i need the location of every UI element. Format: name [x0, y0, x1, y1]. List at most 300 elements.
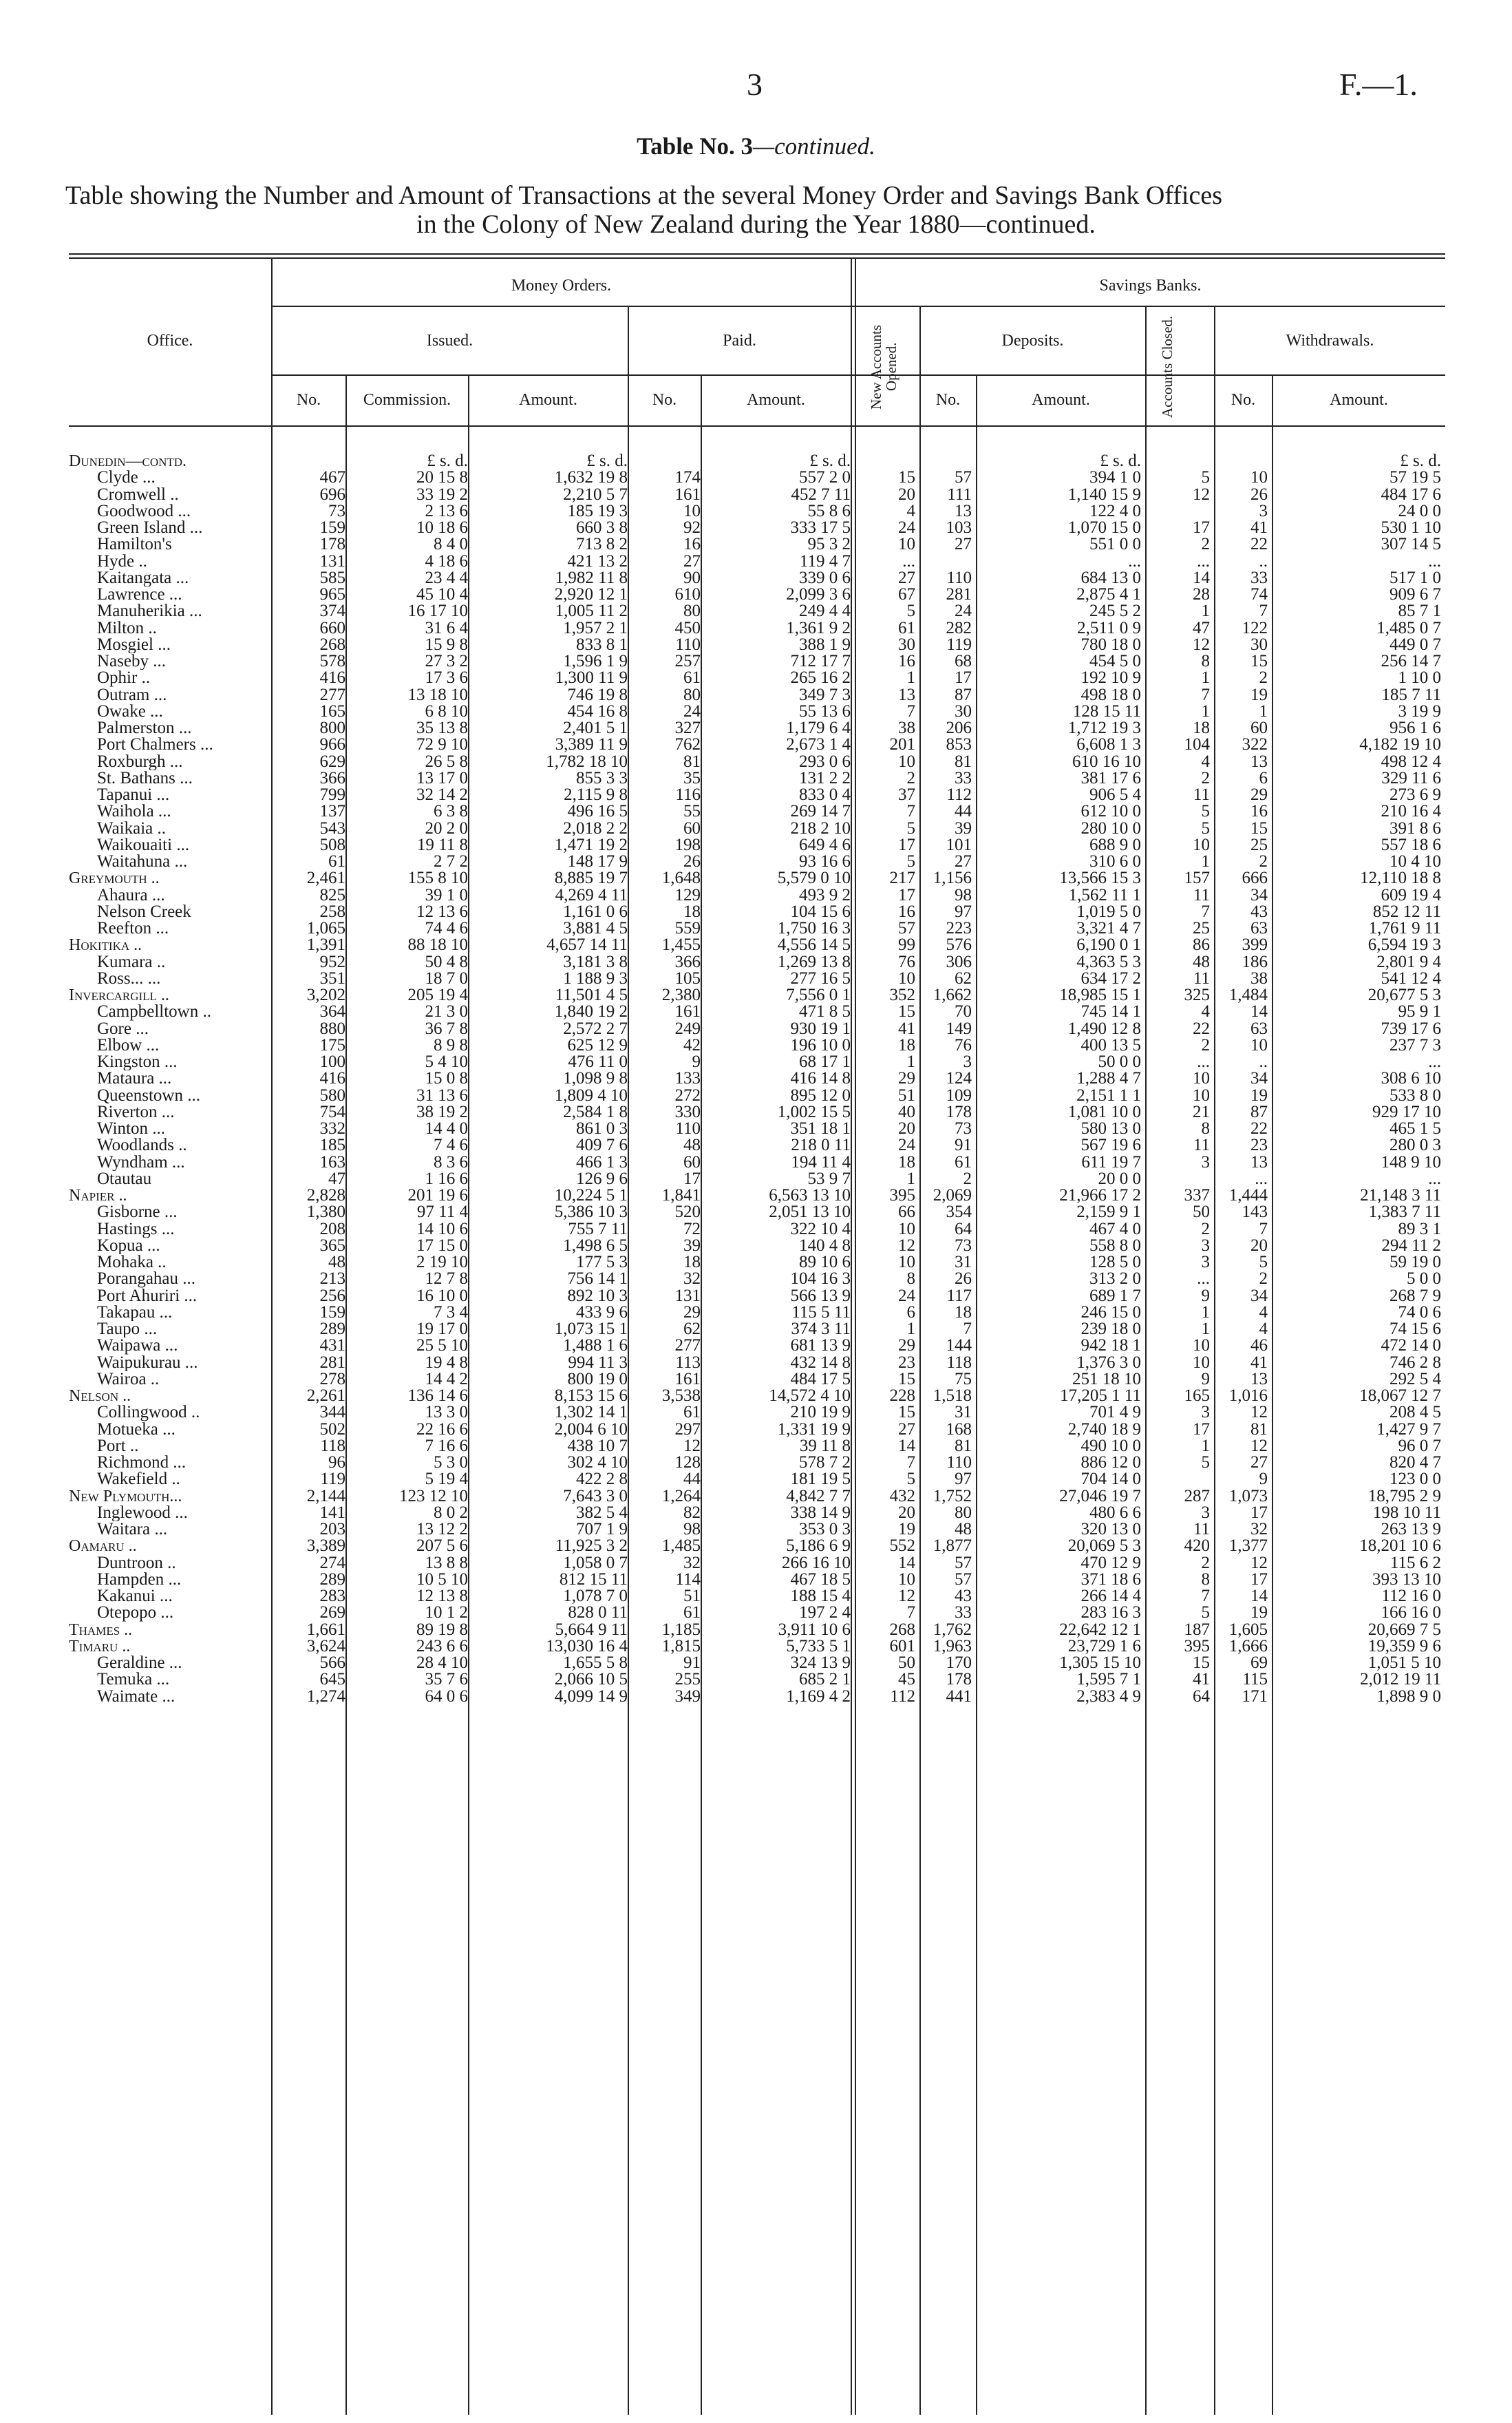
office-name	[69, 1187, 271, 1204]
value-cell: 441	[946, 1688, 972, 1705]
header-savings-banks: Savings Banks.	[1099, 277, 1202, 295]
office-name	[69, 1471, 271, 1488]
table-row	[69, 1304, 1441, 1321]
value-cell: 13	[1250, 1154, 1268, 1171]
value-cell: 2,144	[306, 1488, 345, 1505]
value-cell: 450	[674, 620, 701, 637]
office-label: Waimate ...	[97, 1688, 175, 1705]
value-cell: 269	[319, 1605, 345, 1622]
value-cell: 140 4 8	[799, 1237, 851, 1254]
table-title-line-1: Table showing the Number and Amount of Transactions at the several Money Order and Savings Bank Offices	[65, 181, 1222, 210]
value-cell: 2	[1259, 1271, 1268, 1288]
table-row	[69, 1104, 1441, 1121]
value-cell: 97	[955, 1471, 972, 1488]
value-cell: 1	[906, 1321, 915, 1338]
value-cell: 2	[1201, 536, 1210, 553]
value-cell: 19	[1250, 1605, 1268, 1622]
value-cell: 51	[898, 1087, 915, 1104]
value-cell: 1	[906, 1170, 915, 1187]
value-cell: 11,925 3 2	[555, 1538, 628, 1555]
value-cell: 2,801 9 4	[1376, 953, 1441, 971]
value-cell: 48	[1193, 953, 1210, 971]
value-cell: 1	[1201, 1437, 1210, 1454]
value-cell: 34	[1250, 887, 1268, 904]
value-cell	[1141, 503, 1210, 520]
value-cell: 421 13 2	[567, 553, 628, 570]
value-cell: 543	[319, 820, 345, 837]
value-cell: 612 10 0	[1080, 803, 1141, 821]
value-cell: 277	[674, 1337, 701, 1355]
value-cell: 292 5 4	[1389, 1371, 1441, 1388]
value-cell: 5 19 4	[425, 1471, 468, 1488]
office-label: Nelson Creek	[97, 903, 191, 920]
office-name	[69, 1070, 271, 1087]
value-cell: 57	[955, 469, 972, 487]
value-cell: 96 0 7	[1398, 1437, 1441, 1454]
office-name	[69, 954, 271, 971]
value-cell: 2 13 6	[425, 502, 468, 520]
value-cell: 115	[1242, 1671, 1268, 1689]
currency-unit-cell	[628, 453, 701, 469]
value-cell: 33 19 2	[416, 486, 468, 503]
header-issued-no: No.	[296, 391, 321, 409]
value-cell: 104 16 3	[790, 1271, 851, 1288]
value-cell: 502	[319, 1421, 345, 1438]
value-cell: 112	[890, 1688, 915, 1705]
value-cell: 32	[683, 1554, 701, 1572]
value-cell: 97	[955, 903, 972, 920]
value-cell: 246 15 0	[1080, 1304, 1141, 1321]
value-cell: 1,648	[661, 870, 701, 887]
value-cell: 185 19 3	[567, 502, 628, 520]
value-cell: 1,380	[306, 1204, 345, 1221]
value-cell: 5	[1259, 1254, 1268, 1271]
office-name	[69, 1088, 271, 1104]
value-cell: 282	[946, 620, 972, 637]
value-cell: 257	[674, 653, 701, 670]
value-cell: 4	[1201, 753, 1210, 770]
office-name	[69, 1304, 271, 1321]
office-label: Port Chalmers ...	[97, 737, 213, 754]
office-label: Milton ..	[97, 620, 157, 637]
value-cell: 2,383 4 9	[1076, 1688, 1141, 1705]
office-name	[69, 620, 271, 637]
value-cell: 7	[1201, 903, 1210, 920]
value-cell: 517 1 0	[1389, 569, 1441, 586]
value-cell: 18	[898, 1154, 915, 1171]
header-issued: Issued.	[426, 332, 473, 350]
value-cell: 645	[319, 1671, 345, 1689]
value-cell: 5	[1201, 803, 1210, 821]
header-issued-amount: Amount.	[519, 391, 577, 409]
office-name	[69, 937, 271, 953]
value-cell: 16	[898, 653, 915, 670]
value-cell: 72	[683, 1220, 701, 1238]
value-cell: 5,386 10 3	[554, 1204, 628, 1221]
value-cell: 329 11 6	[1381, 770, 1441, 787]
value-cell: 27	[898, 1421, 915, 1438]
value-cell: 10	[1193, 1087, 1210, 1104]
value-cell: 1	[1259, 703, 1268, 720]
value-cell: 15	[898, 1404, 915, 1421]
value-cell: 198	[674, 836, 701, 854]
transactions-table	[69, 453, 1441, 1705]
value-cell: 566	[319, 1655, 345, 1672]
value-cell: 508	[319, 836, 345, 854]
value-cell: 2,012 19 11	[1360, 1671, 1441, 1689]
value-cell: 55 13 6	[799, 703, 851, 720]
value-cell: 110	[675, 1121, 701, 1138]
value-cell: 409 7 6	[576, 1137, 628, 1154]
value-cell: 123 12 10	[399, 1488, 468, 1505]
value-cell: 50 4 8	[425, 953, 468, 971]
table-row	[69, 787, 1441, 803]
value-cell: 32 14 2	[416, 787, 468, 804]
value-cell: 10 5 10	[416, 1571, 468, 1588]
office-name	[69, 1488, 271, 1505]
value-cell: 1	[1201, 703, 1210, 720]
value-cell: 8	[1201, 1121, 1210, 1138]
table-label	[0, 133, 1512, 160]
value-cell: 416 14 8	[790, 1070, 851, 1088]
value-cell: 280 10 0	[1080, 820, 1141, 837]
value-cell: 17	[1250, 1504, 1268, 1521]
table-row	[69, 1454, 1441, 1471]
value-cell: 27,046 19 7	[1059, 1488, 1141, 1505]
value-cell: 8,885 19 7	[554, 870, 628, 887]
value-cell: 1 188 9 3	[563, 970, 628, 987]
value-cell: 1,065	[306, 920, 345, 938]
value-cell: 2	[906, 770, 915, 787]
value-cell: ...	[1428, 1054, 1441, 1071]
currency-unit-cell	[1210, 453, 1268, 469]
value-cell: 681 13 9	[790, 1337, 851, 1355]
value-cell: 143	[1242, 1204, 1268, 1221]
office-name	[69, 1605, 271, 1621]
value-cell: 1,632 19 8	[554, 469, 628, 487]
header-withdrawals: Withdrawals.	[1286, 332, 1374, 350]
value-cell: 14 4 2	[425, 1371, 468, 1388]
value-cell: 6 8 10	[425, 703, 468, 720]
table-row	[69, 1337, 1441, 1354]
table-row	[69, 1004, 1441, 1020]
value-cell: 61	[955, 1154, 972, 1171]
value-cell: 19 4 8	[425, 1354, 468, 1371]
value-cell: 7	[1201, 686, 1210, 703]
table-row	[69, 1288, 1441, 1304]
value-cell: 263 13 9	[1381, 1521, 1441, 1538]
value-cell: 29	[683, 1304, 701, 1321]
table-row	[69, 553, 1441, 570]
value-cell: 1,750 16 3	[777, 920, 851, 938]
header-office: Office.	[147, 332, 193, 350]
office-label: Goodwood ...	[97, 502, 191, 520]
header-rule-subgroups	[272, 374, 1445, 376]
value-cell: 39	[955, 820, 972, 837]
table-row	[69, 687, 1441, 703]
value-cell: 1,809 4 10	[554, 1087, 628, 1104]
value-cell: 198 10 11	[1372, 1504, 1441, 1521]
value-cell: 63	[1250, 920, 1268, 938]
value-cell: 7	[1259, 1220, 1268, 1238]
value-cell: 43	[1250, 903, 1268, 920]
value-cell: 64 0 6	[425, 1688, 468, 1705]
value-cell: 689 1 7	[1089, 1287, 1141, 1304]
value-cell: 5	[1201, 469, 1210, 487]
district-name: Nelson ..	[69, 1388, 131, 1405]
header-paid-no: No.	[652, 391, 677, 409]
table-row	[69, 1605, 1441, 1621]
value-cell: 324 13 9	[790, 1655, 851, 1672]
value-cell: 20	[1250, 1237, 1268, 1254]
table-row	[69, 1404, 1441, 1421]
office-label: Waihola ...	[97, 803, 171, 821]
value-cell: 24	[955, 603, 972, 620]
value-cell: 825	[319, 887, 345, 904]
value-cell: 251 18 10	[1072, 1371, 1141, 1388]
value-cell: 90	[683, 569, 701, 586]
value-cell: 170	[946, 1655, 972, 1672]
value-cell: 280 0 3	[1389, 1137, 1441, 1154]
value-cell: 218 0 11	[791, 1137, 851, 1154]
value-cell: 5,186 6 9	[786, 1538, 851, 1555]
value-cell: 530 1 10	[1381, 520, 1441, 537]
value-cell: 1,596 1 9	[563, 653, 628, 670]
value-cell: 1,471 19 2	[554, 836, 628, 854]
value-cell: 833 0 4	[799, 787, 851, 804]
value-cell: 137	[319, 803, 345, 821]
office-name	[69, 670, 271, 686]
value-cell: 302 4 10	[567, 1454, 628, 1472]
value-cell: 57	[898, 920, 915, 938]
value-cell: 2	[1201, 1220, 1210, 1238]
value-cell: 126 9 6	[576, 1170, 628, 1187]
value-cell: 1,982 11 8	[555, 569, 628, 586]
value-cell: 438 10 7	[567, 1437, 628, 1454]
value-cell: 281	[319, 1354, 345, 1371]
office-name	[69, 1572, 271, 1588]
office-name	[69, 720, 271, 737]
value-cell: 1,655 5 8	[563, 1655, 628, 1672]
table-row	[69, 670, 1441, 686]
value-cell: 395	[1184, 1638, 1210, 1655]
value-cell: 2,051 13 10	[769, 1204, 851, 1221]
value-cell: 41	[898, 1020, 915, 1037]
value-cell: 660 3 8	[576, 520, 628, 537]
value-cell: 186	[1242, 953, 1268, 971]
office-name	[69, 1638, 271, 1655]
value-cell: 930 19 1	[790, 1020, 851, 1037]
value-cell: 112 16 0	[1381, 1588, 1441, 1605]
office-name	[69, 453, 271, 469]
value-cell: 471 8 5	[799, 1004, 851, 1021]
office-label: Waikaia ..	[97, 820, 167, 837]
value-cell: 93 16 6	[799, 854, 851, 871]
value-cell: 283	[319, 1588, 345, 1605]
value-cell: 13 3 0	[425, 1404, 468, 1421]
district-name: Hokitika ..	[69, 937, 142, 954]
value-cell: 15	[1250, 820, 1268, 837]
office-name	[69, 1388, 271, 1404]
value-cell: 115 5 11	[791, 1304, 851, 1321]
value-cell: 185	[319, 1137, 345, 1154]
value-cell: 32	[683, 1271, 701, 1288]
value-cell: 2,018 2 2	[563, 820, 628, 837]
value-cell: 6,594 19 3	[1367, 937, 1441, 954]
table-row	[69, 821, 1441, 837]
header-accounts-closed: Accounts Closed.	[1159, 315, 1175, 419]
value-cell: 14	[898, 1437, 915, 1454]
value-cell: 206	[946, 720, 972, 737]
office-label: Kakanui ...	[97, 1588, 173, 1605]
value-cell: 87	[1250, 1103, 1268, 1121]
value-cell: 8 0 2	[434, 1504, 468, 1521]
table-row	[69, 1355, 1441, 1371]
value-cell: 277 16 5	[790, 970, 851, 987]
value-cell: 25 5 10	[416, 1337, 468, 1355]
district-name: Timaru ..	[69, 1638, 131, 1655]
value-cell: 1,376 3 0	[1076, 1354, 1141, 1371]
office-label: Wairoa ..	[97, 1371, 160, 1388]
value-cell: 2,261	[306, 1388, 345, 1405]
office-label: Otautau	[97, 1170, 152, 1187]
office-name	[69, 1271, 271, 1287]
value-cell: 185 7 11	[1381, 686, 1441, 703]
office-label: Takapau ...	[97, 1304, 173, 1321]
value-cell: 38	[898, 720, 915, 737]
value-cell: 4,269 4 11	[555, 887, 628, 904]
value-cell: 3,911 10 6	[778, 1621, 851, 1638]
value-cell: 266 16 10	[782, 1554, 851, 1572]
value-cell: 1,518	[933, 1388, 972, 1405]
value-cell: 567 19 6	[1080, 1137, 1141, 1154]
value-cell: 33	[955, 1605, 972, 1622]
value-cell: 2,099 3 6	[786, 586, 851, 604]
table-row	[69, 1021, 1441, 1037]
office-name	[69, 1655, 271, 1671]
value-cell: 166 16 0	[1381, 1605, 1441, 1622]
value-cell: 800	[319, 720, 345, 737]
value-cell: 1,761 9 11	[1368, 920, 1441, 938]
value-cell: 696	[319, 486, 345, 503]
value-cell: 956 1 6	[1389, 720, 1441, 737]
table-row	[69, 1054, 1441, 1070]
value-cell: 20,069 5 3	[1067, 1538, 1141, 1555]
header-rule-top-2	[69, 257, 1445, 259]
value-cell: 422 2 8	[576, 1471, 628, 1488]
value-cell: 2	[1259, 854, 1268, 871]
office-label: Riverton ...	[97, 1103, 175, 1121]
value-cell: 3	[1201, 1254, 1210, 1271]
value-cell: 29	[1250, 787, 1268, 804]
value-cell: ...	[1128, 553, 1141, 570]
value-cell: 12	[1250, 1404, 1268, 1421]
value-cell: 74 15 6	[1389, 1321, 1441, 1338]
office-name	[69, 1121, 271, 1137]
office-label: Hampden ...	[97, 1571, 182, 1588]
value-cell: 1,605	[1228, 1621, 1268, 1638]
office-name	[69, 1154, 271, 1171]
currency-unit-cell	[271, 453, 345, 469]
value-cell: 128	[674, 1454, 701, 1472]
value-cell: 1,179 6 4	[786, 720, 851, 737]
office-label: Geraldine ...	[97, 1655, 182, 1672]
value-cell: 1,161 0 6	[563, 903, 628, 920]
value-cell: 756 14 1	[567, 1271, 628, 1288]
value-cell: 256	[319, 1287, 345, 1304]
office-label: Waikouaiti ...	[97, 836, 190, 854]
value-cell: 472 14 0	[1381, 1337, 1441, 1355]
value-cell: 349 7 3	[799, 686, 851, 703]
value-cell: 70	[955, 1004, 972, 1021]
value-cell: 580	[319, 1087, 345, 1104]
value-cell: 399	[1242, 937, 1268, 954]
value-cell: 61	[898, 620, 915, 637]
value-cell: 3,881 4 5	[563, 920, 628, 938]
value-cell: 498 18 0	[1080, 686, 1141, 703]
value-cell: 15	[898, 1371, 915, 1388]
value-cell: 1,073	[1228, 1488, 1268, 1505]
office-label: Mohaka ..	[97, 1254, 167, 1271]
value-cell: 585	[319, 569, 345, 586]
value-cell: 89 10 6	[799, 1254, 851, 1271]
value-cell: 15	[1250, 653, 1268, 670]
value-cell: 34	[1250, 1287, 1268, 1304]
value-cell: 97 11 4	[416, 1204, 468, 1221]
value-cell: 701 4 9	[1089, 1404, 1141, 1421]
value-cell: 12	[1193, 486, 1210, 503]
value-cell: 59 19 0	[1389, 1254, 1441, 1271]
value-cell: 118	[946, 1354, 972, 1371]
office-name	[69, 1054, 271, 1070]
value-cell: 578	[319, 653, 345, 670]
table-row	[69, 887, 1441, 904]
value-cell: 799	[319, 787, 345, 804]
value-cell: 629	[319, 753, 345, 770]
value-cell: 452 7 11	[791, 486, 851, 503]
value-cell: 1,712 19 3	[1067, 720, 1141, 737]
value-cell: 148 9 10	[1381, 1154, 1441, 1171]
value-cell: 306	[946, 953, 972, 971]
value-cell: 165	[1184, 1388, 1210, 1405]
office-name	[69, 1555, 271, 1572]
value-cell: ...	[1197, 1271, 1210, 1288]
value-cell: 17	[1193, 1421, 1210, 1438]
value-cell: 50	[898, 1655, 915, 1672]
value-cell: 21 3 0	[425, 1004, 468, 1021]
currency-unit-cell: £ s. d.	[586, 453, 628, 470]
currency-unit-cell	[915, 453, 972, 469]
value-cell: 10 1 2	[425, 1605, 468, 1622]
value-cell: 853	[946, 737, 972, 754]
value-cell: 1	[906, 1054, 915, 1071]
value-cell: 188 15 4	[790, 1588, 851, 1605]
value-cell: 1,274	[306, 1688, 345, 1705]
value-cell: 9	[692, 1054, 701, 1071]
header-rule-top	[69, 253, 1445, 255]
value-cell: 20,677 5 3	[1367, 987, 1441, 1004]
district-name: Oamaru ..	[69, 1538, 137, 1555]
office-label: Wyndham ...	[97, 1154, 185, 1171]
value-cell: 18 7 0	[425, 970, 468, 987]
value-cell: 366	[674, 953, 701, 971]
value-cell: 178	[319, 536, 345, 553]
value-cell: 1,140 15 9	[1067, 486, 1141, 503]
office-label: Kingston ...	[97, 1054, 178, 1071]
value-cell: 8 3 6	[434, 1154, 468, 1171]
value-cell: 14	[898, 1554, 915, 1572]
district-name: Invercargill ..	[69, 987, 169, 1004]
